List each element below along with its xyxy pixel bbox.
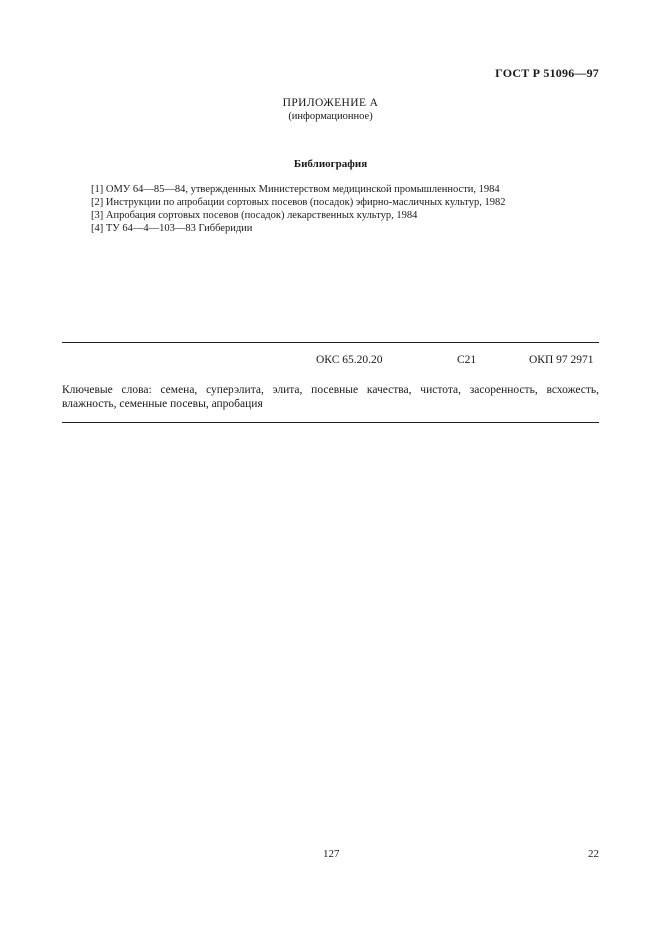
page-number-right: 22 xyxy=(588,848,599,860)
appendix-title: ПРИЛОЖЕНИЕ А xyxy=(282,97,379,109)
category-code: С21 xyxy=(457,354,477,366)
okp-code: ОКП 97 2971 xyxy=(529,354,594,366)
divider-top xyxy=(62,342,599,343)
document-code: ГОСТ Р 51096—97 xyxy=(495,66,599,80)
bibliography-item: [4] ТУ 64—4—103—83 Гибберидии xyxy=(91,223,253,234)
appendix-block xyxy=(0,97,661,123)
bibliography-item: [1] ОМУ 64—85—84, утвержденных Министерством медицинской промышленности, 1984 xyxy=(91,184,500,195)
bibliography-heading: Библиография xyxy=(293,158,368,170)
bibliography-list xyxy=(91,183,505,235)
oks-code: ОКС 65.20.20 xyxy=(316,354,383,366)
divider-bottom xyxy=(62,422,599,423)
bibliography-item: [3] Апробация сортовых посевов (посадок) лекарственных культур, 1984 xyxy=(91,210,418,221)
keywords-text: Ключевые слова: семена, суперэлита, элита, посевные качества, чистота, засоренность, всхожесть, влажность, семенные посевы, апробация xyxy=(62,384,599,410)
appendix-subtitle: (информационное) xyxy=(288,111,373,122)
bibliography-item: [2] Инструкции по апробации сортовых посевов (посадок) эфирно-масличных культур, 1982 xyxy=(91,197,506,208)
page-number-center: 127 xyxy=(323,848,340,860)
